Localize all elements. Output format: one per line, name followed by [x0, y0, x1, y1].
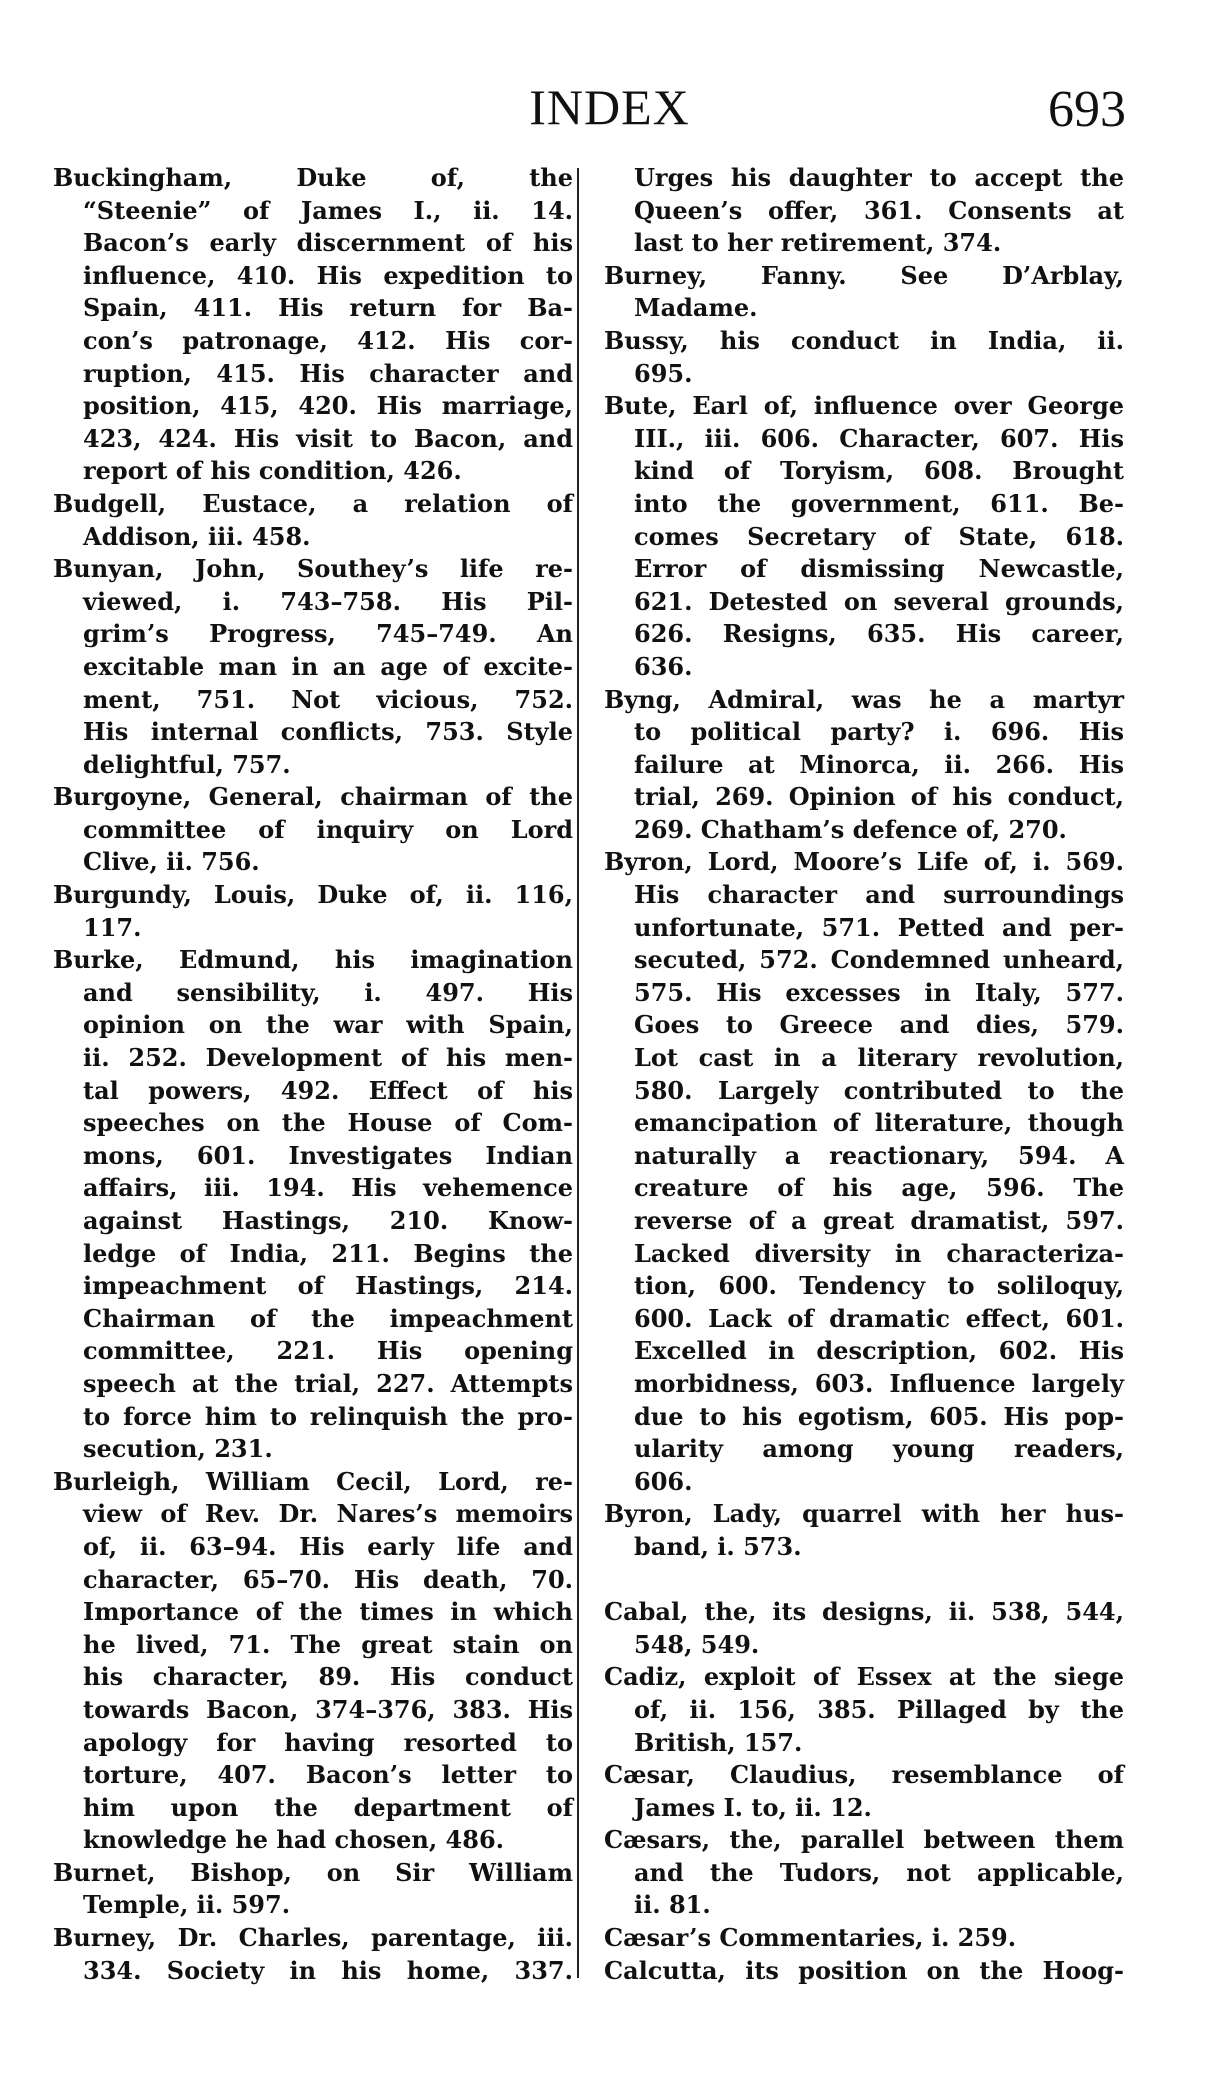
index-entry-heading-line: Burgoyne, General, chairman of the	[53, 782, 573, 812]
index-entry-heading-line: Burgundy, Louis, Duke of, ii. 116,	[53, 880, 573, 910]
index-entry	[604, 325, 1124, 390]
index-entry-line: morbidness, 603. Influence largely	[634, 1368, 1124, 1398]
index-entry-line: Goes to Greece and dies, 579.	[634, 1010, 1124, 1040]
index-entry	[53, 162, 573, 488]
index-entry-line: view of Rev. Dr. Nares’s memoirs	[83, 1499, 573, 1529]
index-entry-line: influence, 410. His expedition to	[83, 260, 573, 290]
index-entry-line: ment, 751. Not vicious, 752.	[83, 684, 573, 714]
index-entry-line: 600. Lack of dramatic effect, 601.	[634, 1303, 1124, 1333]
index-entry-line: against Hastings, 210. Know-	[83, 1206, 573, 1235]
index-entry-line: his character, 89. His conduct	[83, 1662, 573, 1692]
index-entry	[53, 1466, 573, 1857]
index-entry-line: con’s patronage, 412. His cor-	[83, 325, 573, 355]
index-entry	[53, 488, 573, 553]
index-entry-line: creature of his age, 596. The	[634, 1173, 1124, 1203]
index-entry-line: of, ii. 63–94. His early life and	[83, 1531, 573, 1561]
index-entry-line: apology for having resorted to	[83, 1727, 573, 1757]
index-entry-line: torture, 407. Bacon’s letter to	[83, 1760, 573, 1790]
index-entry	[604, 1922, 1124, 1955]
index-entry-line: 117.	[83, 912, 142, 942]
index-column-right	[604, 162, 1124, 1987]
index-entry-heading-line: Calcutta, its position on the Hoog-	[604, 1955, 1124, 1985]
index-entry-line: due to his egotism, 605. His pop-	[634, 1401, 1124, 1431]
index-entry-line: reverse of a great dramatist, 597.	[634, 1206, 1124, 1235]
index-entry-line: kind of Toryism, 608. Brought	[634, 456, 1124, 486]
index-entry-line: towards Bacon, 374–376, 383. His	[83, 1694, 573, 1724]
index-entry-line: into the government, 611. Be-	[634, 488, 1124, 518]
index-entry-line: “Steenie” of James I., ii. 14.	[83, 195, 573, 225]
index-entry-line: to political party? i. 696. His	[634, 717, 1124, 747]
index-entry-line: Madame.	[634, 293, 758, 323]
index-entry-line: unfortunate, 571. Petted and per-	[634, 912, 1124, 942]
index-entry-line: trial, 269. Opinion of his conduct,	[634, 782, 1124, 812]
index-entry-line: tal powers, 492. Effect of his	[83, 1075, 573, 1105]
index-entry-heading-line: Burney, Fanny. See D’Arblay,	[604, 260, 1124, 290]
index-entry-heading-line: Bute, Earl of, influence over George	[604, 391, 1124, 421]
index-entry-line: 621. Detested on several grounds,	[634, 586, 1124, 616]
index-entry-line: viewed, i. 743–758. His Pil-	[83, 586, 573, 616]
index-entry	[604, 684, 1124, 847]
index-entry	[53, 879, 573, 944]
index-entry-line: Addison, iii. 458.	[83, 521, 311, 551]
index-entry-line: secution, 231.	[83, 1434, 273, 1464]
index-entry-heading-line: Burnet, Bishop, on Sir William	[53, 1857, 573, 1887]
index-entry-heading-line: Bunyan, John, Southey’s life re-	[53, 554, 573, 584]
index-entry-line: band, i. 573.	[634, 1531, 802, 1561]
index-entry-heading-line: Byron, Lady, quarrel with her hus-	[604, 1499, 1124, 1529]
index-entry-line: naturally a reactionary, 594. A	[634, 1140, 1124, 1170]
index-entry-line: Temple, ii. 597.	[83, 1890, 291, 1920]
index-entry-line: Excelled in description, 602. His	[634, 1336, 1124, 1366]
index-entry	[604, 1498, 1124, 1563]
index-entry-line: character, 65–70. His death, 70.	[83, 1564, 573, 1594]
index-entry-line: British, 157.	[634, 1727, 803, 1757]
index-entry	[604, 1661, 1124, 1759]
index-entry-line: mons, 601. Investigates Indian	[83, 1140, 573, 1170]
index-entry-line: 575. His excesses in Italy, 577.	[634, 977, 1124, 1007]
index-entry-line: 580. Largely contributed to the	[634, 1075, 1124, 1105]
blank-space	[604, 1564, 1124, 1597]
index-entry-line: him upon the department of	[83, 1792, 573, 1822]
index-entry-heading-line: Buckingham, Duke of, the	[53, 163, 573, 192]
index-entry-line: ularity among young readers,	[634, 1434, 1124, 1464]
index-entry-line: affairs, iii. 194. His vehemence	[83, 1173, 573, 1203]
index-entry-line: Importance of the times in which	[83, 1597, 573, 1627]
index-entry-line: impeachment of Hastings, 214.	[83, 1271, 573, 1301]
index-entry-heading-line: Burleigh, William Cecil, Lord, re-	[53, 1466, 573, 1496]
index-entry-heading-line: Burke, Edmund, his imagination	[53, 945, 573, 975]
index-entry-heading-line: Cæsar’s Commentaries, i. 259.	[604, 1923, 1017, 1953]
index-entry-line: and sensibility, i. 497. His	[83, 977, 573, 1007]
index-entry-line: Spain, 411. His return for Ba-	[83, 293, 573, 323]
index-entry	[604, 1759, 1124, 1824]
index-entry	[53, 1922, 573, 1987]
column-divider	[577, 168, 579, 1978]
index-entry	[53, 1857, 573, 1922]
index-entry-line: committee of inquiry on Lord	[83, 814, 573, 844]
index-entry-line: committee, 221. His opening	[83, 1336, 573, 1366]
index-entry-line: secuted, 572. Condemned unheard,	[634, 945, 1124, 975]
index-entry-line: ruption, 415. His character and	[83, 358, 573, 388]
index-entry	[604, 1824, 1124, 1922]
index-entry-line: ledge of India, 211. Begins the	[83, 1238, 573, 1268]
index-entry-line: opinion on the war with Spain,	[83, 1010, 573, 1040]
index-entry-line: emancipation of literature, though	[634, 1108, 1124, 1138]
index-entry-heading-line: Cadiz, exploit of Essex at the siege	[604, 1662, 1124, 1692]
index-entry-line: 606.	[634, 1466, 693, 1496]
index-entry-line: Clive, ii. 756.	[83, 847, 260, 877]
index-entry-heading-line: Bussy, his conduct in India, ii.	[604, 325, 1124, 355]
index-entry-heading-line: Cæsar, Claudius, resemblance of	[604, 1760, 1124, 1790]
index-entry	[604, 846, 1124, 1498]
page-title: INDEX	[529, 79, 690, 135]
index-entry-heading-line: Cabal, the, its designs, ii. 538, 544,	[604, 1597, 1124, 1627]
index-entry-line: 626. Resigns, 635. His career,	[634, 619, 1124, 649]
index-entry	[53, 944, 573, 1466]
index-entry-heading-line: Byng, Admiral, was he a martyr	[604, 684, 1124, 714]
index-entry-line: Lacked diversity in characteriza-	[634, 1238, 1124, 1268]
index-entry-heading-line: Byron, Lord, Moore’s Life of, i. 569.	[604, 847, 1124, 877]
index-entry	[53, 781, 573, 879]
index-entry-line: 548, 549.	[634, 1629, 760, 1659]
index-entry-line: His character and surroundings	[634, 880, 1124, 910]
index-entry-line: Lot cast in a literary revolution,	[634, 1043, 1124, 1073]
index-entry-line: tion, 600. Tendency to soliloquy,	[634, 1271, 1124, 1301]
index-entry-line: last to her retirement, 374.	[634, 228, 1002, 258]
index-entry	[604, 1596, 1124, 1661]
page-number: 693	[1048, 81, 1126, 138]
index-entry	[604, 390, 1124, 683]
index-entry-line: Urges his daughter to accept the	[634, 163, 1124, 192]
index-entry-line: 695.	[634, 358, 693, 388]
index-entry-line: ii. 81.	[634, 1890, 711, 1920]
index-entry-line: ii. 252. Development of his men-	[83, 1043, 573, 1073]
index-entry-line: speech at the trial, 227. Attempts	[83, 1368, 573, 1398]
index-entry	[604, 162, 1124, 260]
index-column-left	[53, 162, 573, 1987]
index-entry-line: to force him to relinquish the pro-	[83, 1401, 573, 1431]
index-entry-line: delightful, 757.	[83, 749, 291, 779]
index-entry-heading-line: Cæsars, the, parallel between them	[604, 1825, 1124, 1855]
index-entry-line: Error of dismissing Newcastle,	[634, 554, 1124, 584]
index-entry-line: failure at Minorca, ii. 266. His	[634, 749, 1124, 779]
index-entry	[604, 260, 1124, 325]
index-entry-line: Queen’s offer, 361. Consents at	[634, 195, 1124, 225]
index-entry-heading-line: Budgell, Eustace, a relation of	[53, 488, 573, 518]
index-entry-line: knowledge he had chosen, 486.	[83, 1825, 504, 1855]
index-entry-line: 269. Chatham’s defence of, 270.	[634, 814, 1067, 844]
index-entry-line: comes Secretary of State, 618.	[634, 521, 1124, 551]
index-entry-line: 636.	[634, 651, 693, 681]
index-entry-line: 423, 424. His visit to Bacon, and	[83, 423, 573, 453]
index-entry-line: speeches on the House of Com-	[83, 1108, 573, 1138]
index-entry-line: grim’s Progress, 745–749. An	[83, 619, 573, 649]
index-entry-line: position, 415, 420. His marriage,	[83, 391, 573, 421]
index-entry-line: and the Tudors, not applicable,	[634, 1857, 1124, 1887]
index-entry-line: 334. Society in his home, 337.	[83, 1955, 573, 1985]
index-entry-line: report of his condition, 426.	[83, 456, 462, 486]
index-entry-line: James I. to, ii. 12.	[634, 1792, 872, 1822]
index-entry	[53, 553, 573, 781]
index-entry-line: Bacon’s early discernment of his	[83, 228, 573, 258]
index-entry-line: of, ii. 156, 385. Pillaged by the	[634, 1694, 1124, 1724]
index-entry-line: His internal conflicts, 753. Style	[83, 717, 573, 747]
index-entry	[604, 1955, 1124, 1988]
index-entry-line: Chairman of the impeachment	[83, 1303, 573, 1333]
index-entry-heading-line: Burney, Dr. Charles, parentage, iii.	[53, 1923, 573, 1953]
index-entry-line: excitable man in an age of excite-	[83, 651, 573, 681]
index-entry-line: he lived, 71. The great stain on	[83, 1629, 573, 1659]
index-entry-line: III., iii. 606. Character, 607. His	[634, 423, 1124, 453]
